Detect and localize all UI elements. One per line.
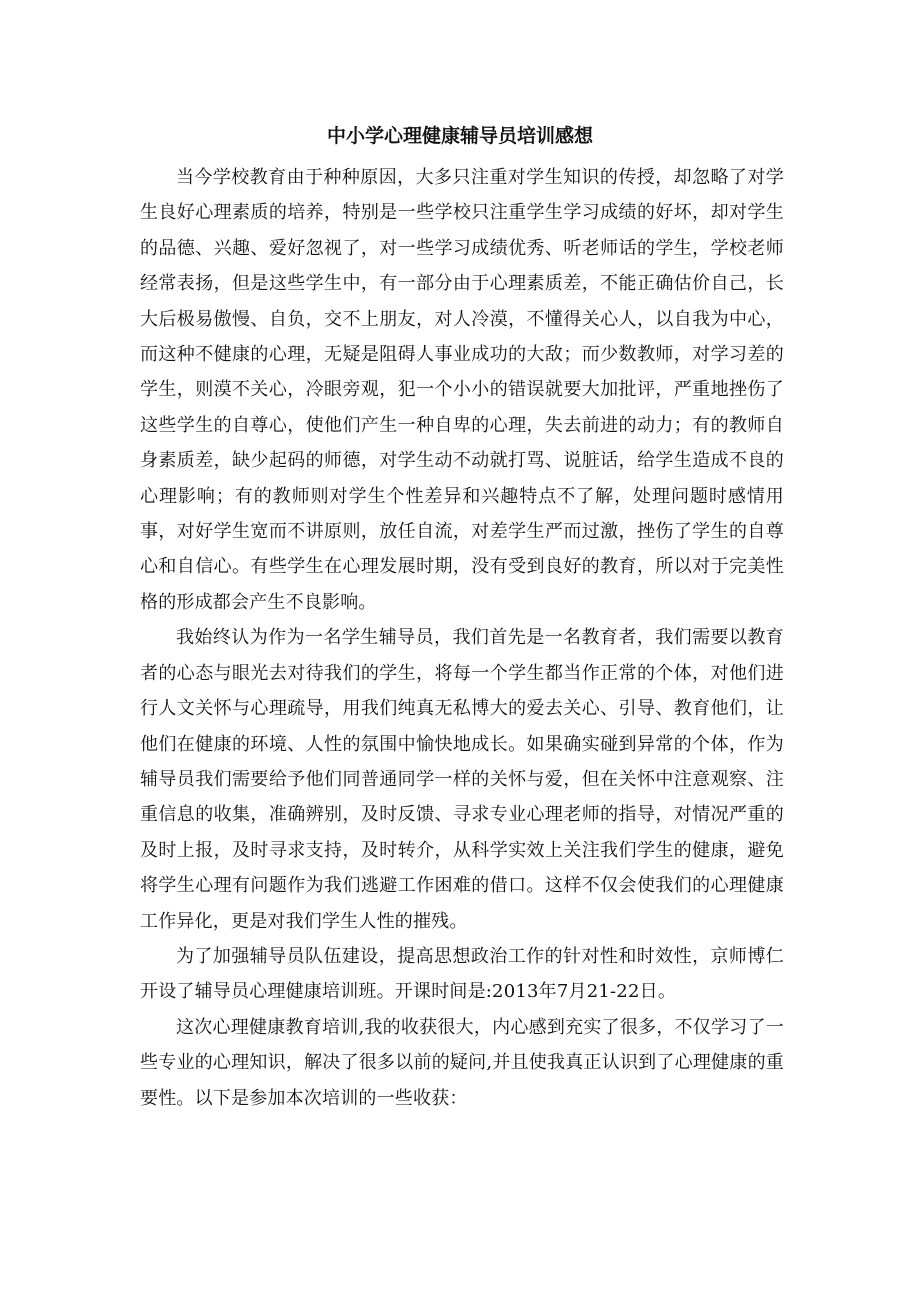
document-title: 中小学心理健康辅导员培训感想 [326,125,593,147]
document-body [140,160,784,1116]
paragraph-1: 当今学校教育由于种种原因，大多只注重对学生知识的传授，却忽略了对学生良好心理素质的培养，特别是一些学校只注重学生学习成绩的好坏，却对学生的品德、兴趣、爱好忽视了，对一些学习成绩优秀、听老师话的学生，学校老师经常表扬，但是这些学生中，有一部分由于心理素质差，不能正确估价自己，长大后极易傲慢、自负，交不上朋友，对人冷漠，不懂得关心人，以自我为中心，而这种不健康的心理，无疑是阻碍人事业成功的大敌；而少数教师，对学习差的学生，则漠不关心，冷眼旁观，犯一个小小的错误就要大加批评，严重地挫伤了这些学生的自尊心，使他们产生一种自卑的心理，失去前进的动力；有的教师自身素质差，缺少起码的师德，对学生动不动就打骂、说脏话，给学生造成不良的心理影响；有的教师则对学生个性差异和兴趣特点不了解，处理问题时感情用事，对好学生宽而不讲原则，放任自流，对差学生严而过激，挫伤了学生的自尊心和自信心。有些学生在心理发展时期，没有受到良好的教育，所以对于完美性格的形成都会产生不良影响。 [140,167,784,613]
paragraph-2: 我始终认为作为一名学生辅导员，我们首先是一名教育者，我们需要以教育者的心态与眼光去对待我们的学生，将每一个学生都当作正常的个体，对他们进行人文关怀与心理疏导，用我们纯真无私博大的爱去关心、引导、教育他们，让他们在健康的环境、人性的氛围中愉快地成长。如果确实碰到异常的个体，作为辅导员我们需要给予他们同普通同学一样的关怀与爱，但在关怀中注意观察、注重信息的收集，准确辨别，及时反馈、寻求专业心理老师的指导，对情况严重的及时上报，及时寻求支持，及时转介，从科学实效上关注我们学生的健康，避免将学生心理有问题作为我们逃避工作困难的借口。这样不仅会使我们的心理健康工作异化，更是对我们学生人性的摧残。 [140,627,784,932]
paragraph-4: 这次心理健康教育培训,我的收获很大，内心感到充实了很多，不仅学习了一些专业的心理知识，解决了很多以前的疑问,并且使我真正认识到了心理健康的重要性。以下是参加本次培训的一些收获： [140,1016,784,1109]
paragraph-3: 为了加强辅导员队伍建设，提高思想政治工作的针对性和时效性，京师博仁开设了辅导员心理健康培训班。开课时间是:2013年7月21-22日。 [140,945,784,1003]
